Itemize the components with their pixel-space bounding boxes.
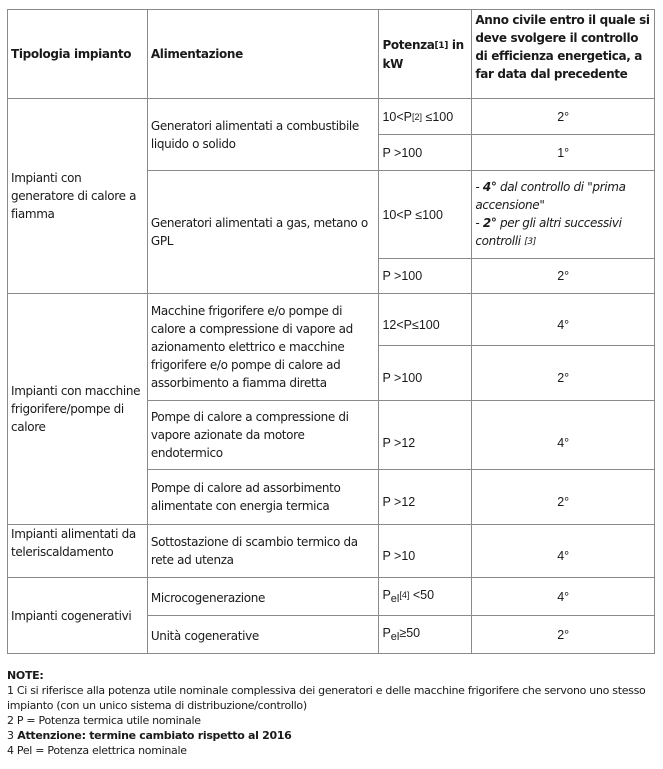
- notes-title: NOTE:: [7, 669, 44, 682]
- note-text: P = Potenza termica utile nominale: [13, 714, 201, 727]
- table-row: [8, 578, 655, 616]
- potenza-cell: P >100: [379, 346, 472, 401]
- potenza-value: ≤100: [422, 109, 454, 124]
- note-number: 3: [7, 729, 14, 742]
- anno-cell: 4°: [472, 294, 655, 346]
- note-text: Pel = Potenza elettrica nominale: [13, 744, 187, 757]
- potenza-subscript: el: [390, 630, 400, 643]
- potenza-cell: [379, 616, 472, 654]
- anno-note-cell: - 4° dal controllo di "prima accensione" - 2° per gli altri successivi controlli [3]: [472, 171, 655, 259]
- note-item: [7, 683, 657, 713]
- potenza-cell: 10<P ≤100: [379, 171, 472, 259]
- note-item: [7, 728, 657, 743]
- table-header-row: [8, 10, 655, 99]
- table-row: [8, 525, 655, 578]
- table-row: [8, 294, 655, 346]
- tipologia-cell: Impianti alimentati da teleriscaldamento: [8, 525, 148, 578]
- alimentazione-cell: Generatori alimentati a gas, metano o GPL: [147, 171, 379, 294]
- header-potenza-unit: in kW: [382, 37, 464, 71]
- anno-cell: 2°: [472, 99, 655, 135]
- alimentazione-cell: Sottostazione di scambio termico da rete ad utenza: [147, 525, 379, 578]
- potenza-subscript: el: [390, 592, 400, 605]
- header-tipologia: Tipologia impianto: [8, 10, 148, 99]
- potenza-value: ≥50: [399, 625, 421, 640]
- anno-cell: 1°: [472, 135, 655, 171]
- anno-cell: 2°: [472, 616, 655, 654]
- footnote-ref-1[interactable]: [1]: [434, 40, 448, 51]
- notes-section: [7, 668, 657, 758]
- alimentazione-cell: Unità cogenerative: [147, 616, 379, 654]
- anno-note-text: per gli altri successivi controlli: [475, 216, 622, 248]
- alimentazione-cell: Microcogenerazione: [147, 578, 379, 616]
- potenza-value: 10<P: [382, 109, 412, 124]
- header-potenza-label: Potenza: [382, 37, 435, 52]
- table-row: [8, 99, 655, 135]
- potenza-cell: 12<P≤100: [379, 294, 472, 346]
- note-attention: Attenzione: termine cambiato rispetto al 2016: [13, 729, 292, 742]
- header-anno: Anno civile entro il quale si deve svolgere il controllo di efficienza energetica, a far data dal precedente: [472, 10, 655, 99]
- tipologia-cell: Impianti cogenerativi: [8, 578, 148, 654]
- potenza-cell: P >12: [379, 470, 472, 525]
- alimentazione-cell: Macchine frigorifere e/o pompe di calore a compressione di vapore ad azionamento elettrico e macchine frigorifere e/o pompe di calore ad assorbimento a fiamma diretta: [147, 294, 379, 401]
- footnote-ref-4[interactable]: [4]: [399, 589, 410, 600]
- tipologia-cell: Impianti con generatore di calore a fiamma: [8, 99, 148, 294]
- anno-note-first: 4°: [482, 180, 497, 194]
- potenza-cell: P >100: [379, 135, 472, 171]
- potenza-value: <50: [409, 587, 435, 602]
- anno-cell: 4°: [472, 525, 655, 578]
- anno-note-second: 2°: [482, 216, 497, 230]
- potenza-value: P: [382, 587, 391, 602]
- anno-cell: 4°: [472, 578, 655, 616]
- anno-note-text: dal controllo di "prima accensione": [475, 180, 626, 212]
- alimentazione-cell: Generatori alimentati a combustibile liquido o solido: [147, 99, 379, 171]
- header-potenza: [379, 10, 472, 99]
- footnote-ref-2[interactable]: [2]: [412, 111, 423, 122]
- anno-cell: 4°: [472, 401, 655, 470]
- note-number: 1: [7, 684, 14, 697]
- potenza-cell: P >100: [379, 259, 472, 294]
- alimentazione-cell: Pompe di calore ad assorbimento alimentate con energia termica: [147, 470, 379, 525]
- potenza-cell: P >12: [379, 401, 472, 470]
- efficiency-control-table: [7, 9, 655, 654]
- note-item: [7, 713, 657, 728]
- note-number: 4: [7, 744, 14, 757]
- note-item: [7, 743, 657, 758]
- anno-cell: 2°: [472, 346, 655, 401]
- header-alimentazione: Alimentazione: [147, 10, 379, 99]
- note-number: 2: [7, 714, 14, 727]
- potenza-cell: [379, 99, 472, 135]
- potenza-cell: [379, 578, 472, 616]
- potenza-cell: P >10: [379, 525, 472, 578]
- alimentazione-cell: Pompe di calore a compressione di vapore azionate da motore endotermico: [147, 401, 379, 470]
- anno-cell: 2°: [472, 259, 655, 294]
- potenza-value: P: [382, 625, 391, 640]
- anno-cell: 2°: [472, 470, 655, 525]
- note-text: Ci si riferisce alla potenza utile nominale complessiva dei generatori e delle macchine frigorifere che servono uno stesso impianto (con un unico sistema di distribuzione/controllo): [7, 684, 646, 712]
- tipologia-cell: Impianti con macchine frigorifere/pompe di calore: [8, 294, 148, 525]
- footnote-ref-3[interactable]: [3]: [524, 237, 536, 247]
